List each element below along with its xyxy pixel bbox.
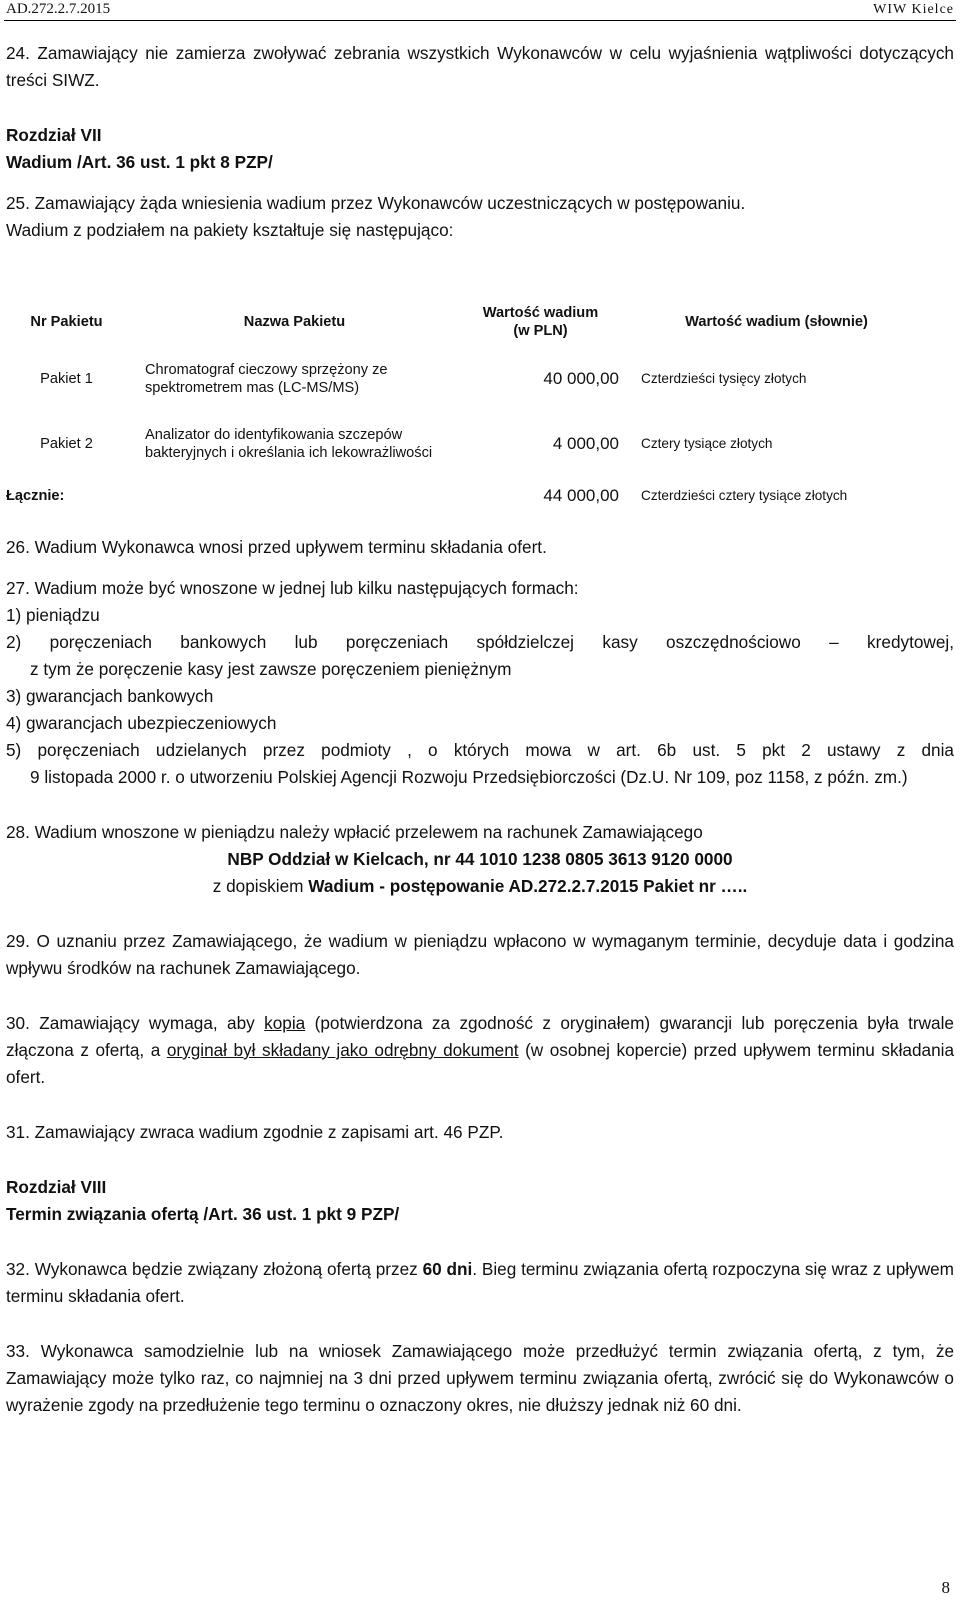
paragraph-29: 29. O uznaniu przez Zamawiającego, że wadium w pieniądzu wpłacono w wymaganym terminie, decyduje data i godzina wpływu środków na rachunek Zamawiającego. (6, 931, 954, 978)
cell-value: 40 000,00 (543, 369, 619, 388)
table-row (6, 410, 934, 478)
header-org: WIW Kielce (873, 2, 954, 17)
cell-words: Czterdzieści tysięcy złotych (641, 371, 807, 386)
paragraph-28-intro: 28. Wadium wnoszone w pieniądzu należy wpłacić przelewem na rachunek Zamawiającego (6, 822, 703, 842)
col-header-name: Nazwa Pakietu (243, 314, 346, 330)
chapter-7-subtitle: Wadium /Art. 36 ust. 1 pkt 8 PZP/ (6, 152, 273, 172)
list-item: 1) pieniądzu (6, 605, 100, 625)
list-item-continuation: 9 listopada 2000 r. o utworzeniu Polskiej Agencji Rozwoju Przedsiębiorczości (Dz.U. Nr 109, poz 1158, z późn. zm.) (30, 767, 908, 787)
table-header-row (6, 296, 934, 348)
paragraph-25: 25. Zamawiający żąda wniesienia wadium przez Wykonawców uczestniczących w postępowaniu. (6, 193, 746, 213)
cell-nr: Pakiet 2 (40, 436, 93, 452)
paragraph-30: 30. Zamawiający wymaga, aby kopia (potwierdzona za zgodność z oryginałem) gwarancji lub poręczenia była trwale złączona z ofertą, a oryginał był składany jako odrębny dokument (w osobnej kopercie) przed upływem terminu składania ofert. (6, 1013, 954, 1087)
cell-name: Chromatograf cieczowy sprzężony ze spektrometrem mas (LC-MS/MS) (145, 362, 388, 396)
cell-total-words: Czterdzieści cztery tysiące złotych (641, 488, 848, 503)
cell-total-value: 44 000,00 (543, 486, 619, 505)
paragraph-33: 33. Wykonawca samodzielnie lub na wniosek Zamawiającego może przedłużyć termin związania ofertą, z tym, że Zamawiający może tylko raz, co najmniej na 3 dni przed upływem terminu związania ofertą, zwrócić się do Wykonawców o wyrażenie zgody na przedłużenie tego terminu o oznaczony okres, nie dłuższy jednak niż 60 dni. (6, 1341, 954, 1415)
cell-value: 4 000,00 (552, 434, 619, 453)
col-header-words: Wartość wadium (słownie) (685, 314, 868, 330)
paragraph-27-intro: 27. Wadium może być wnoszone w jednej lub kilku następujących formach: (6, 578, 579, 598)
cell-name: Analizator do identyfikowania szczepów bakteryjnych i określania ich lekowrażliwości (145, 427, 433, 461)
paragraph-26: 26. Wadium Wykonawca wnosi przed upływem terminu składania ofert. (6, 537, 547, 557)
chapter-8-title: Rozdział VIII (6, 1177, 107, 1197)
paragraph-32: 32. Wykonawca będzie związany złożoną ofertą przez 60 dni. Bieg terminu związania ofertą rozpoczyna się wraz z upływem terminu składania ofert. (6, 1259, 954, 1306)
payment-note: z dopiskiem Wadium - postępowanie AD.272.2.7.2015 Pakiet nr ….. (212, 876, 748, 896)
paragraph-24: 24. Zamawiający nie zamierza zwoływać zebrania wszystkich Wykonawców w celu wyjaśnienia wątpliwości dotyczących treści SIWZ. (6, 43, 954, 90)
cell-words: Cztery tysiące złotych (641, 436, 773, 451)
list-item: 4) gwarancjach ubezpieczeniowych (6, 713, 277, 733)
page-body-2 (6, 534, 954, 1419)
paragraph-31: 31. Zamawiający zwraca wadium zgodnie z zapisami art. 46 PZP. (6, 1122, 504, 1142)
chapter-7-title: Rozdział VII (6, 125, 102, 145)
list-item: 5) poręczeniach udzielanych przez podmioty , o których mowa w art. 6b ust. 5 pkt 2 ustawy z dnia (6, 740, 954, 760)
cell-nr: Pakiet 1 (40, 371, 93, 387)
list-item-continuation: z tym że poręczenie kasy jest zawsze poręczeniem pieniężnym (30, 659, 512, 679)
table-total-row (6, 478, 934, 514)
table-row (6, 348, 934, 410)
chapter-8-subtitle: Termin związania ofertą /Art. 36 ust. 1 pkt 9 PZP/ (6, 1204, 400, 1224)
list-item: 3) gwarancjach bankowych (6, 686, 214, 706)
col-header-nr: Nr Pakietu (30, 314, 103, 330)
bank-account: NBP Oddział w Kielcach, nr 44 1010 1238 0805 3613 9120 0000 (227, 849, 733, 869)
paragraph-25-table-intro: Wadium z podziałem na pakiety kształtuje się następująco: (6, 220, 454, 240)
list-item: 2) poręczeniach bankowych lub poręczeniach spółdzielczej kasy oszczędnościowo – kredytowej, (6, 632, 954, 652)
header-doc-id: AD.272.2.7.2015 (6, 1, 111, 17)
page-body (6, 40, 954, 244)
col-header-value: Wartość wadium (w PLN) (482, 305, 599, 339)
wadium-table (6, 296, 934, 514)
header-divider (4, 20, 956, 21)
cell-total-label: Łącznie: (6, 488, 65, 504)
page-number: 8 (941, 1578, 950, 1597)
